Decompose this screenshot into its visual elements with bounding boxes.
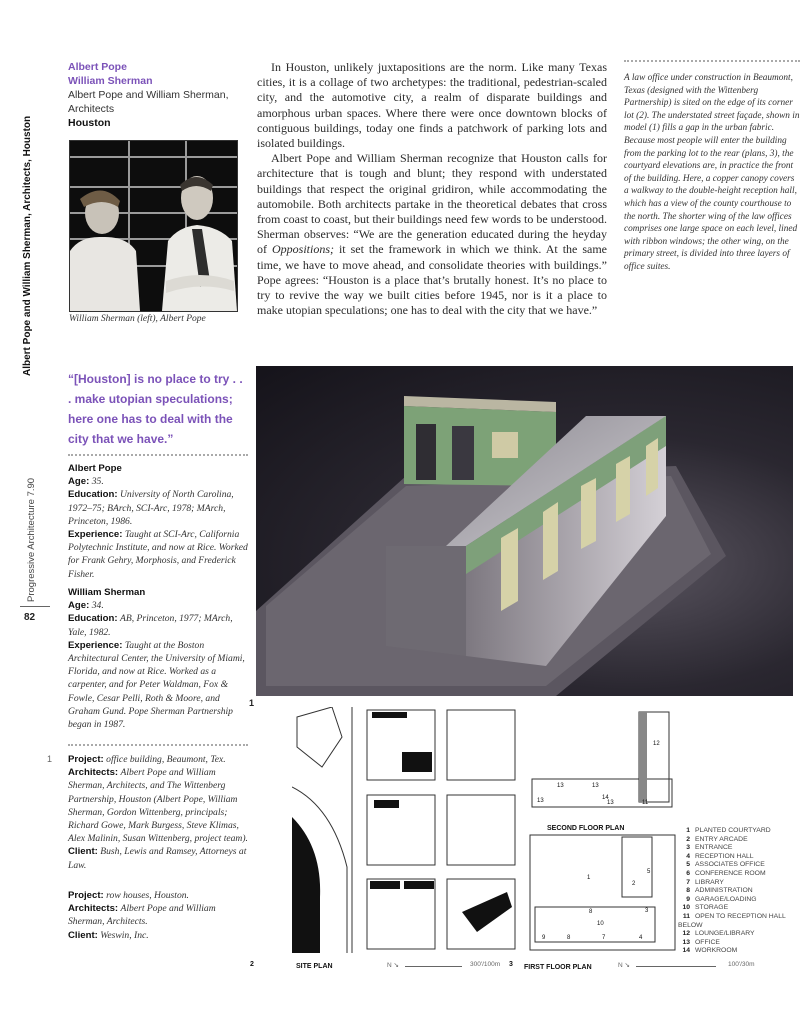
- architect-header: [68, 60, 253, 130]
- site-plan-scale-bar: [405, 966, 462, 967]
- legend-label: OFFICE: [695, 938, 720, 946]
- model-photo: [256, 366, 793, 696]
- legend-number: 10: [682, 904, 690, 912]
- short-wing-opening: [416, 424, 436, 480]
- room-label: 12: [653, 741, 660, 747]
- project-figure-marker: 1: [47, 754, 53, 764]
- legend-item: [678, 896, 808, 905]
- project-row-houses: [68, 889, 250, 942]
- legend-label: ADMINISTRATION: [695, 887, 753, 895]
- body-paragraph-1: In Houston, unlikely juxtapositions are the norm. Like many Texas cities, it is a collage of two archetypes: the traditional, pedestrian-scaled city, and the automotive city, a realm of disparate buildings and amorphous urban spaces. Where there were once downtown blocks of contiguous buildings, today one finds a patchwork of parking lots and isolated buildings.: [257, 60, 607, 151]
- client-label: Client:: [68, 846, 98, 858]
- body-paragraph-2: [257, 151, 607, 318]
- building-model-illustration: [256, 366, 793, 696]
- bio-divider: [68, 454, 248, 456]
- legend-number: 12: [682, 930, 690, 938]
- project-label: Project:: [68, 890, 104, 901]
- second-floor-plan-title: SECOND FLOOR PLAN: [547, 825, 625, 832]
- legend-label: WORKROOM: [695, 947, 738, 955]
- architect-name-1: Albert Pope: [68, 61, 127, 73]
- architects-label: Architects:: [68, 903, 119, 915]
- project-value: office building, Beaumont, Tex.: [106, 754, 226, 765]
- legend-item: [678, 870, 808, 879]
- legend-item: [678, 947, 808, 956]
- figure-3-title: FIRST FLOOR PLAN: [524, 964, 592, 971]
- legend-label: STORAGE: [695, 904, 729, 912]
- figure-1-number: 1: [249, 698, 255, 708]
- legend-label: ASSOCIATES OFFICE: [695, 861, 765, 869]
- legend-item: [678, 844, 808, 853]
- legend-number: 9: [686, 895, 690, 903]
- legend-item: [678, 904, 808, 913]
- bio-education: [68, 488, 248, 528]
- age-value: 34.: [91, 600, 104, 612]
- legend-item: [678, 913, 808, 930]
- legend-number: 11: [682, 912, 690, 920]
- legend-label: CONFERENCE ROOM: [695, 869, 766, 877]
- architects-line: [68, 766, 250, 845]
- portrait-photo: [69, 140, 238, 312]
- bio-age: [68, 475, 248, 488]
- floor-plan-scale-bar: [636, 966, 716, 967]
- short-wing-window: [492, 432, 518, 458]
- experience-value: Taught at SCI-Arc, California Polytechnic Institute, and now at Rice. Worked for Frank Gehry, Morphosis, and Frederick Fisher.: [68, 529, 248, 580]
- room-label: 8: [567, 935, 571, 941]
- client-line: [68, 929, 250, 942]
- bio-name: Albert Pope: [68, 463, 122, 474]
- client-value: Weswin, Inc.: [100, 929, 149, 941]
- site-plan-north-arrow: N ↘: [387, 962, 399, 969]
- client-line: [68, 845, 250, 871]
- room-label: 10: [597, 921, 604, 927]
- room-label: 13: [592, 783, 599, 789]
- bio-name: William Sherman: [68, 587, 146, 598]
- room-label: 1: [587, 875, 591, 881]
- running-head-title: Albert Pope and William Sherman, Architects, Houston: [22, 115, 33, 376]
- experience-label: Experience:: [68, 529, 123, 541]
- figure-2-title: SITE PLAN: [296, 963, 333, 970]
- experience-value: Taught at the Boston Architectural Center, the University of Miami, Florida, and now at Rice. Worked as a carpenter, and for Peter Waldman, Fox & Fowle, Cesar Pelli, Roth & Moore, and Graham Gund. Pope Sherman Partnership began in 1987.: [68, 639, 245, 731]
- project-divider: [68, 744, 248, 746]
- legend-number: 5: [686, 861, 690, 869]
- portrait-illustration: [70, 141, 237, 311]
- bio-age: [68, 599, 248, 612]
- legend-label: LOUNGE/LIBRARY: [695, 930, 755, 938]
- room-label: 13: [537, 798, 544, 804]
- legend-number: 2: [686, 835, 690, 843]
- education-label: Education:: [68, 489, 118, 501]
- site-plan-scale: 300'/100m: [470, 961, 501, 968]
- education-value: AB, Princeton, 1977; MArch, Yale, 1982.: [68, 613, 233, 638]
- legend-number: 4: [686, 852, 690, 860]
- legend-item: [678, 887, 808, 896]
- legend-label: ENTRY ARCADE: [695, 835, 748, 843]
- site-block: [297, 707, 342, 767]
- site-plan-drawing: [292, 707, 520, 953]
- client-value: Bush, Lewis and Ramsey, Attorneys at Law.: [68, 846, 247, 871]
- floor-plan-scale: 100'/30m: [728, 961, 755, 968]
- bio-education: [68, 612, 248, 638]
- firm-name-line2: Architects: [68, 103, 115, 115]
- legend-item: [678, 939, 808, 948]
- body-paragraph-2-part-b: it set the framework in which we think. At the same time, we have to move ahead, and consolidate theories with buildings.” Pope agrees: “Houston is a place that’s brutally honest. It’s no place to try to revive the way we built cities before 1945, nor is it a place to make utopian speculations; one has to deal with the city that we have.”: [257, 242, 608, 318]
- project-site: [402, 752, 432, 772]
- legend-item: [678, 827, 808, 836]
- side-caption-divider: [624, 60, 800, 62]
- firm-city: Houston: [68, 117, 111, 129]
- legend-number: 6: [686, 869, 690, 877]
- legend-label: RECEPTION HALL: [695, 852, 754, 860]
- legend-label: PLANTED COURTYARD: [695, 827, 771, 834]
- bio-experience: [68, 639, 248, 731]
- project-office-building: [68, 753, 250, 872]
- legend-label: ENTRANCE: [695, 844, 733, 852]
- room-label: 3: [645, 908, 649, 914]
- room-label: 13: [557, 783, 564, 789]
- pull-quote: “[Houston] is no place to try . . . make utopian speculations; here one has to deal with the city that we have.”: [68, 372, 243, 446]
- education-value: University of North Carolina, 1972–75; BArch, SCI-Arc, 1978; MArch, Princeton, 1986.: [68, 489, 234, 527]
- short-wing-opening: [452, 426, 474, 480]
- legend-item: [678, 853, 808, 862]
- legend-label: OPEN TO RECEPTION HALL BELOW: [678, 912, 786, 929]
- park-area: [292, 817, 320, 953]
- bio-william-sherman: [68, 586, 248, 731]
- legend-item: [678, 930, 808, 939]
- experience-label: Experience:: [68, 639, 123, 651]
- legend-number: 7: [686, 878, 690, 886]
- bio-experience: [68, 528, 248, 581]
- architect-name-2: William Sherman: [68, 75, 153, 87]
- legend-label: GARAGE/LOADING: [695, 895, 757, 903]
- figure-2-number: 2: [250, 961, 254, 968]
- project-label: Project:: [68, 754, 104, 765]
- room-label: 8: [589, 909, 593, 915]
- project-line: [68, 889, 250, 902]
- architects-label: Architects:: [68, 767, 119, 779]
- room-label: 2: [632, 881, 636, 887]
- plan-legend: [678, 827, 808, 956]
- architects-value: Albert Pope and William Sherman, Architects, and The Wittenberg Partnership, Houston (Albert Pope, William Sherman, Gordon Wittenberg, principals; Richard Gowe, Mark Burgess, Steve Klimas, Alex Malinin, Susan Wittenberg, project team).: [68, 767, 248, 845]
- side-caption: A law office under construction in Beaumont, Texas (designed with the Wittenberg Partnership) is sited on the edge of its corner lot (2). The understated street façade, shown in model (1) fills a gap in the urban fabric. Because most people will enter the building from the parking lot to the rear (plans, 3), the courtyard elevations are, in practice the front of the building. Here, a copper canopy covers a walkway to the double-height reception hall, which has a view of the county courthouse to the north. The shorter wing of the law offices comprises one large space on each level, lined with ribbon windows; the other wing, on the primary street, is divided into three layers of office suites.: [624, 73, 800, 272]
- floor-plan-north-arrow: N ↘: [618, 962, 630, 969]
- age-label: Age:: [68, 600, 90, 612]
- room-label: 13: [607, 800, 614, 806]
- room-label: 14: [602, 795, 609, 801]
- bio-albert-pope: [68, 462, 248, 581]
- room-label: 7: [602, 935, 606, 941]
- room-label: 5: [647, 869, 651, 875]
- page-number-rule: [20, 606, 50, 607]
- legend-number: 1: [686, 827, 690, 834]
- project-value: row houses, Houston.: [106, 890, 189, 901]
- architects-value: Albert Pope and William Sherman, Architects.: [68, 903, 216, 928]
- legend-item: [678, 879, 808, 888]
- legend-number: 3: [686, 844, 690, 852]
- page-number: 82: [24, 612, 36, 623]
- legend-item: [678, 836, 808, 845]
- education-label: Education:: [68, 613, 118, 625]
- client-label: Client:: [68, 929, 98, 941]
- legend-number: 14: [682, 947, 690, 955]
- running-head-magazine: Progressive Architecture 7.90: [26, 477, 37, 602]
- floor-plans-illustration: [527, 707, 682, 957]
- legend-label: LIBRARY: [695, 878, 724, 886]
- project-line: [68, 753, 250, 766]
- figure-3-number: 3: [509, 961, 513, 968]
- legend-number: 8: [686, 887, 690, 895]
- first-floor-outline: [530, 835, 675, 950]
- room-label: 4: [639, 935, 643, 941]
- entry-block: [386, 546, 466, 656]
- room-label: 11: [642, 800, 649, 806]
- oppositions-title: Oppositions;: [271, 242, 334, 257]
- portrait-caption: William Sherman (left), Albert Pope: [69, 314, 206, 324]
- floor-plans-drawing: [527, 707, 682, 957]
- age-label: Age:: [68, 476, 90, 488]
- room-label: 9: [542, 935, 546, 941]
- second-floor-long-wing: [532, 779, 672, 807]
- article-body: [257, 60, 607, 318]
- site-plan-illustration: [292, 707, 520, 953]
- body-paragraph-2-part-a: Albert Pope and William Sherman recognize that Houston calls for architecture that is tough and blunt; they respond with understated buildings that respect the original gridiron, while accommodating the automobile. Both architects partake in the theoretical debates that cross from coast to coast, but their buildings need few words to be understood. Sherman observes: “We are the generation educated during the heyday of: [257, 151, 607, 257]
- firm-name-line1: Albert Pope and William Sherman,: [68, 89, 229, 101]
- age-value: 35.: [91, 476, 104, 488]
- legend-item: [678, 861, 808, 870]
- legend-number: 13: [682, 938, 690, 946]
- architects-line: [68, 902, 250, 928]
